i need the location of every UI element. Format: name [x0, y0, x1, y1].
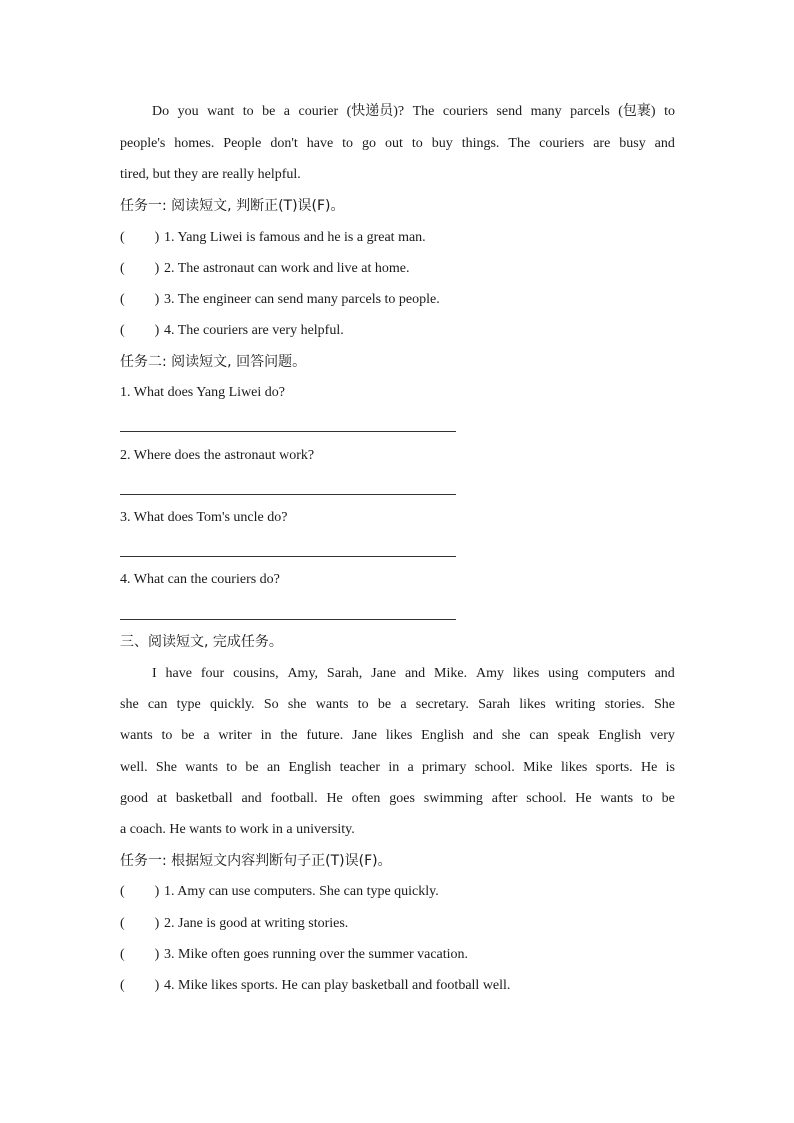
statement-text: 2. The astronaut can work and live at home. — [164, 261, 410, 276]
task1-item-2 — [120, 260, 409, 278]
task3-item-4 — [120, 977, 510, 995]
section3-heading: 三、阅读短文, 完成任务。 — [120, 634, 283, 650]
task3-item-2 — [120, 915, 348, 933]
word: be — [377, 697, 392, 712]
word: goes — [389, 791, 415, 806]
word: be — [181, 728, 195, 743]
word: quickly. — [209, 697, 255, 712]
word: Jane — [352, 728, 378, 743]
word: People — [223, 136, 262, 151]
word: have — [165, 666, 192, 681]
word: and — [472, 728, 493, 743]
word: school. — [526, 791, 567, 806]
question-1: 1. What does Yang Liwei do? — [120, 385, 285, 400]
section3-line4 — [120, 759, 675, 777]
section3-line3 — [120, 727, 675, 745]
word: He — [326, 791, 343, 806]
answer-paren[interactable]: ( ) — [120, 230, 160, 245]
word: have — [306, 136, 334, 151]
word: (快递员)? — [346, 104, 405, 119]
word: Jane — [371, 666, 397, 681]
statement-text: 1. Yang Liwei is famous and he is a great man. — [164, 230, 426, 245]
word: people's — [120, 136, 166, 151]
word: couriers — [539, 136, 585, 151]
word: wants — [315, 697, 349, 712]
word: in — [388, 760, 400, 775]
word: Amy — [475, 666, 504, 681]
word: good — [120, 791, 148, 806]
word: stories. — [604, 697, 645, 712]
word: The — [508, 136, 531, 151]
word: He — [575, 791, 592, 806]
word: Amy, — [287, 666, 319, 681]
word: are — [593, 136, 611, 151]
word: basketball — [175, 791, 233, 806]
word: to — [342, 136, 354, 151]
word: type — [176, 697, 201, 712]
word: busy — [619, 136, 646, 151]
word: The — [412, 104, 435, 119]
word: she — [120, 697, 139, 712]
passage1-line1 — [120, 103, 675, 121]
word: to — [641, 791, 653, 806]
word: and — [404, 666, 426, 681]
word: wants — [600, 791, 634, 806]
answer-paren[interactable]: ( ) — [120, 947, 160, 962]
word: speak — [557, 728, 590, 743]
word: don't — [270, 136, 298, 151]
word: writer — [218, 728, 252, 743]
section3-line2 — [120, 696, 675, 714]
word: future. — [306, 728, 344, 743]
word: couriers — [442, 104, 488, 119]
word: swimming — [423, 791, 483, 806]
word: English — [421, 728, 464, 743]
word: to — [411, 136, 423, 151]
word: Do — [152, 104, 170, 119]
word: likes — [560, 760, 588, 775]
word: She — [654, 697, 675, 712]
word: out — [385, 136, 403, 151]
answer-paren[interactable]: ( ) — [120, 323, 160, 338]
word: using — [548, 666, 579, 681]
word: (包裹) — [618, 104, 656, 119]
statement-text: 1. Amy can use computers. She can type quickly. — [164, 884, 439, 899]
statement-text: 3. Mike often goes running over the summer vacation. — [164, 947, 469, 962]
word: she — [287, 697, 307, 712]
word: homes. — [174, 136, 215, 151]
word: an — [266, 760, 281, 775]
word: cousins, — [233, 666, 279, 681]
statement-text: 4. Mike likes sports. He can play basketball and football well. — [164, 978, 511, 993]
word: a — [203, 728, 210, 743]
word: a — [283, 104, 291, 119]
word: can — [147, 697, 168, 712]
word: to — [357, 697, 369, 712]
task2-heading: 任务二: 阅读短文, 回答问题。 — [120, 354, 307, 370]
section3-line5 — [120, 790, 675, 808]
word: to — [161, 728, 173, 743]
word: English — [598, 728, 642, 743]
passage1-line2 — [120, 135, 675, 153]
word: buy — [431, 136, 453, 151]
word: you — [177, 104, 199, 119]
word: He — [640, 760, 658, 775]
answer-line-1[interactable] — [120, 431, 456, 432]
answer-paren[interactable]: ( ) — [120, 884, 160, 899]
word: at — [156, 791, 167, 806]
answer-paren[interactable]: ( ) — [120, 916, 160, 931]
word: be — [262, 104, 276, 119]
word: secretary. — [415, 697, 469, 712]
answer-line-3[interactable] — [120, 556, 456, 557]
answer-paren[interactable]: ( ) — [120, 261, 160, 276]
word: school. — [474, 760, 515, 775]
word: Mike. — [434, 666, 468, 681]
statement-text: 2. Jane is good at writing stories. — [164, 916, 349, 931]
word: often — [351, 791, 381, 806]
word: Sarah, — [326, 666, 363, 681]
word: likes — [385, 728, 413, 743]
word: well. — [120, 760, 148, 775]
word: parcels — [570, 104, 610, 119]
task3-item-1 — [120, 883, 439, 901]
word: a — [407, 760, 414, 775]
word: a — [400, 697, 407, 712]
word: many — [530, 104, 562, 119]
word: likes — [519, 697, 546, 712]
word: Mike — [523, 760, 553, 775]
word: very — [650, 728, 675, 743]
word: computers — [587, 666, 646, 681]
word: So — [263, 697, 279, 712]
word: and — [654, 136, 675, 151]
task1-heading: 任务一: 阅读短文, 判断正(T)误(F)。 — [120, 198, 345, 214]
question-2: 2. Where does the astronaut work? — [120, 448, 315, 463]
section3-line6: a coach. He wants to work in a university. — [120, 822, 355, 837]
word: primary — [422, 760, 467, 775]
statement-text: 4. The couriers are very helpful. — [164, 323, 344, 338]
word: in — [260, 728, 272, 743]
answer-paren[interactable]: ( ) — [120, 978, 160, 993]
word: to — [664, 104, 675, 119]
task1-item-3 — [120, 291, 440, 309]
answer-paren[interactable]: ( ) — [120, 292, 160, 307]
word: English — [288, 760, 332, 775]
passage1-line3: tired, but they are really helpful. — [120, 167, 301, 182]
section3-line1 — [120, 665, 675, 683]
task1-item-1 — [120, 229, 426, 247]
word: she — [501, 728, 521, 743]
word: is — [665, 760, 675, 775]
answer-line-2[interactable] — [120, 494, 456, 495]
task3-item-3 — [120, 946, 468, 964]
word: wants — [120, 728, 153, 743]
word: want — [207, 104, 235, 119]
statement-text: 3. The engineer can send many parcels to people. — [164, 292, 440, 307]
word: go — [362, 136, 377, 151]
word: and — [654, 666, 675, 681]
word: likes — [512, 666, 540, 681]
question-3: 3. What does Tom's uncle do? — [120, 510, 288, 525]
word: send — [496, 104, 523, 119]
question-4: 4. What can the couriers do? — [120, 572, 280, 587]
word: teacher — [339, 760, 380, 775]
word: Sarah — [478, 697, 511, 712]
word: sports. — [595, 760, 633, 775]
word: She — [155, 760, 177, 775]
word: courier — [298, 104, 339, 119]
word: to — [226, 760, 238, 775]
word: the — [280, 728, 298, 743]
word: can — [529, 728, 549, 743]
word: be — [245, 760, 259, 775]
word: and — [241, 791, 262, 806]
task1-item-4 — [120, 322, 344, 340]
word: writing — [554, 697, 596, 712]
word: football. — [270, 791, 318, 806]
word: to — [242, 104, 254, 119]
word: things. — [461, 136, 500, 151]
word: wants — [185, 760, 218, 775]
word: be — [661, 791, 675, 806]
answer-line-4[interactable] — [120, 619, 456, 620]
task3-heading: 任务一: 根据短文内容判断句子正(T)误(F)。 — [120, 853, 392, 869]
word: I — [152, 666, 157, 681]
word: after — [491, 791, 518, 806]
word: four — [200, 666, 225, 681]
